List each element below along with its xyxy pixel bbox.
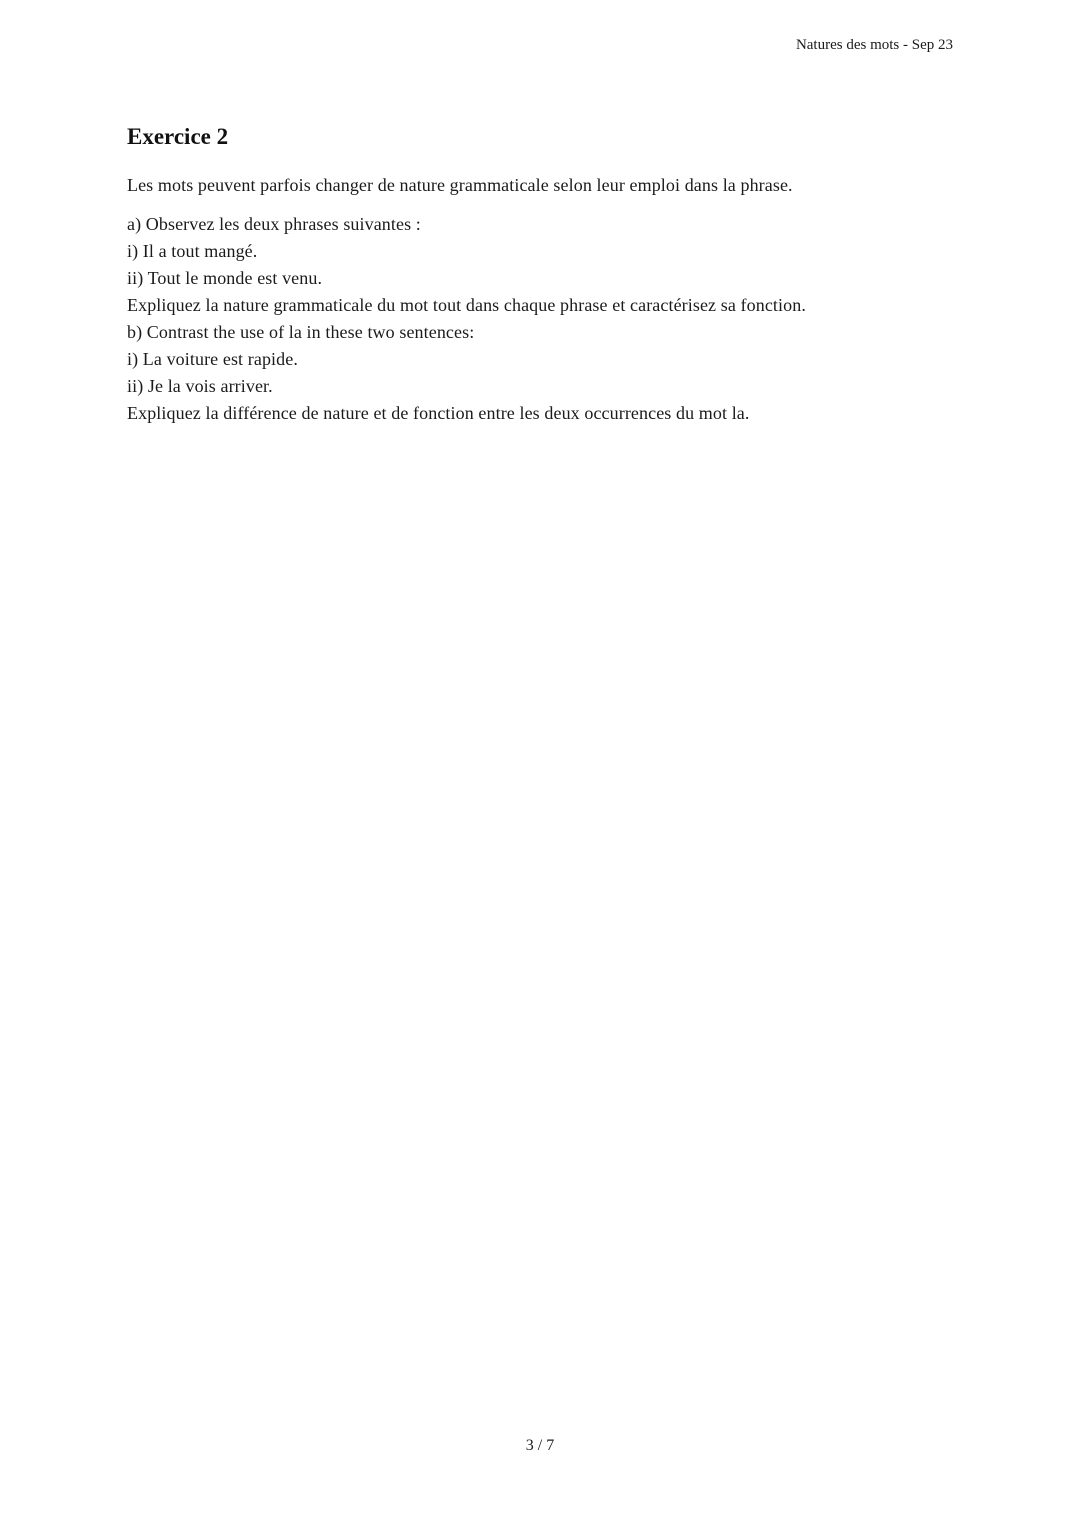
exercise-intro: Les mots peuvent parfois changer de nature grammaticale selon leur emploi dans la phrase. <box>127 175 793 195</box>
question-line-a-instruction: Expliquez la nature grammaticale du mot tout dans chaque phrase et caractérisez sa fonction. <box>127 295 806 315</box>
question-line-a-ii: ii) Tout le monde est venu. <box>127 268 323 288</box>
question-line-b: b) Contrast the use of la in these two sentences: <box>127 322 475 342</box>
question-line-b-ii: ii) Je la vois arriver. <box>127 376 273 396</box>
exercise-heading: Exercice 2 <box>127 124 229 149</box>
page-number: 3 / 7 <box>525 1437 555 1454</box>
question-line-b-i: i) La voiture est rapide. <box>127 349 298 369</box>
question-line-a: a) Observez les deux phrases suivantes : <box>127 214 421 234</box>
running-header: Natures des mots - Sep 23 <box>795 37 953 53</box>
question-line-b-instruction: Expliquez la différence de nature et de fonction entre les deux occurrences du mot la. <box>127 403 750 423</box>
question-block <box>127 211 955 427</box>
question-line-a-i: i) Il a tout mangé. <box>127 241 258 261</box>
